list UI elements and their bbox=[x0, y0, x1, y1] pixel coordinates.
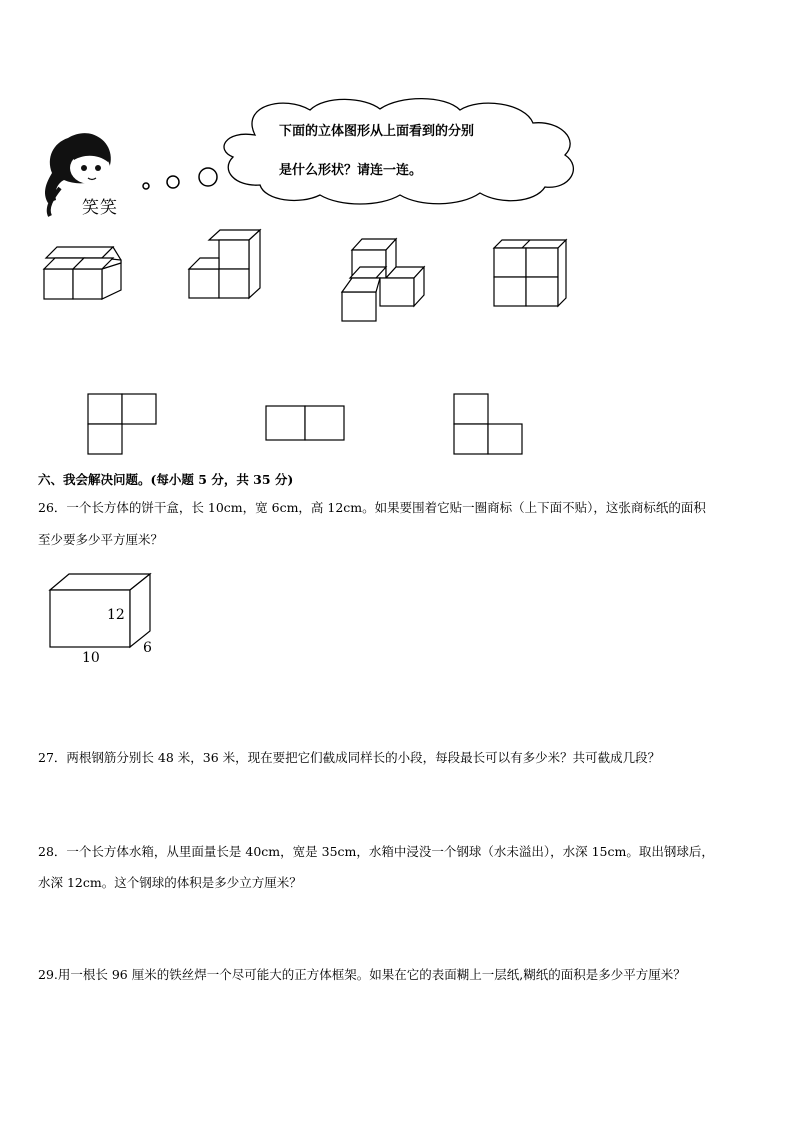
solid-figure-4 bbox=[490, 238, 570, 310]
top-view-shape-2 bbox=[264, 404, 348, 444]
top-view-shape-3 bbox=[452, 392, 528, 458]
thought-bubble-dots bbox=[140, 165, 220, 195]
q26-text-line-1: 26．一个长方体的饼干盒，长 10cm，宽 6cm，高 12cm。如果要围着它贴一圈商标（上下面不贴），这张商标纸的面积 bbox=[38, 500, 706, 515]
q28-text-line-1: 28．一个长方体水箱，从里面量长是 40cm，宽是 35cm，水箱中浸没一个钢球（水未溢出），水深 15cm。取出钢球后， bbox=[38, 844, 714, 859]
bubble-text-line-1: 下面的立体图形从上面看到的分别 bbox=[279, 124, 475, 139]
q26-text-line-2: 至少要多少平方厘米？ bbox=[38, 532, 164, 547]
solid-figure-1 bbox=[40, 244, 130, 304]
q26-figure-length-label: 10 bbox=[82, 650, 100, 666]
solid-figure-2 bbox=[185, 226, 265, 306]
solid-figure-3 bbox=[336, 236, 426, 326]
q29-text: 29.用一根长 96 厘米的铁丝焊一个尽可能大的正方体框架。如果在它的表面糊上一层纸,糊纸的面积是多少平方厘米？ bbox=[38, 967, 686, 982]
q26-figure-width-label: 6 bbox=[143, 640, 152, 656]
q26-cuboid-figure bbox=[46, 572, 156, 652]
thought-bubble-cloud bbox=[215, 95, 585, 210]
top-view-shape-1 bbox=[86, 392, 158, 458]
q28-text-line-2: 水深 12cm。这个钢球的体积是多少立方厘米？ bbox=[38, 875, 302, 890]
section-six-heading: 六、我会解决问题。(每小题 5 分，共 35 分) bbox=[38, 472, 294, 487]
bubble-text-line-2: 是什么形状？请连一连。 bbox=[279, 163, 423, 178]
q27-text: 27．两根钢筋分别长 48 米，36 米，现在要把它们截成同样长的小段，每段最长可以有多少米？共可截成几段？ bbox=[38, 750, 661, 765]
q26-figure-height-label: 12 bbox=[107, 607, 125, 623]
cartoon-name-label: 笑笑 bbox=[82, 198, 118, 218]
